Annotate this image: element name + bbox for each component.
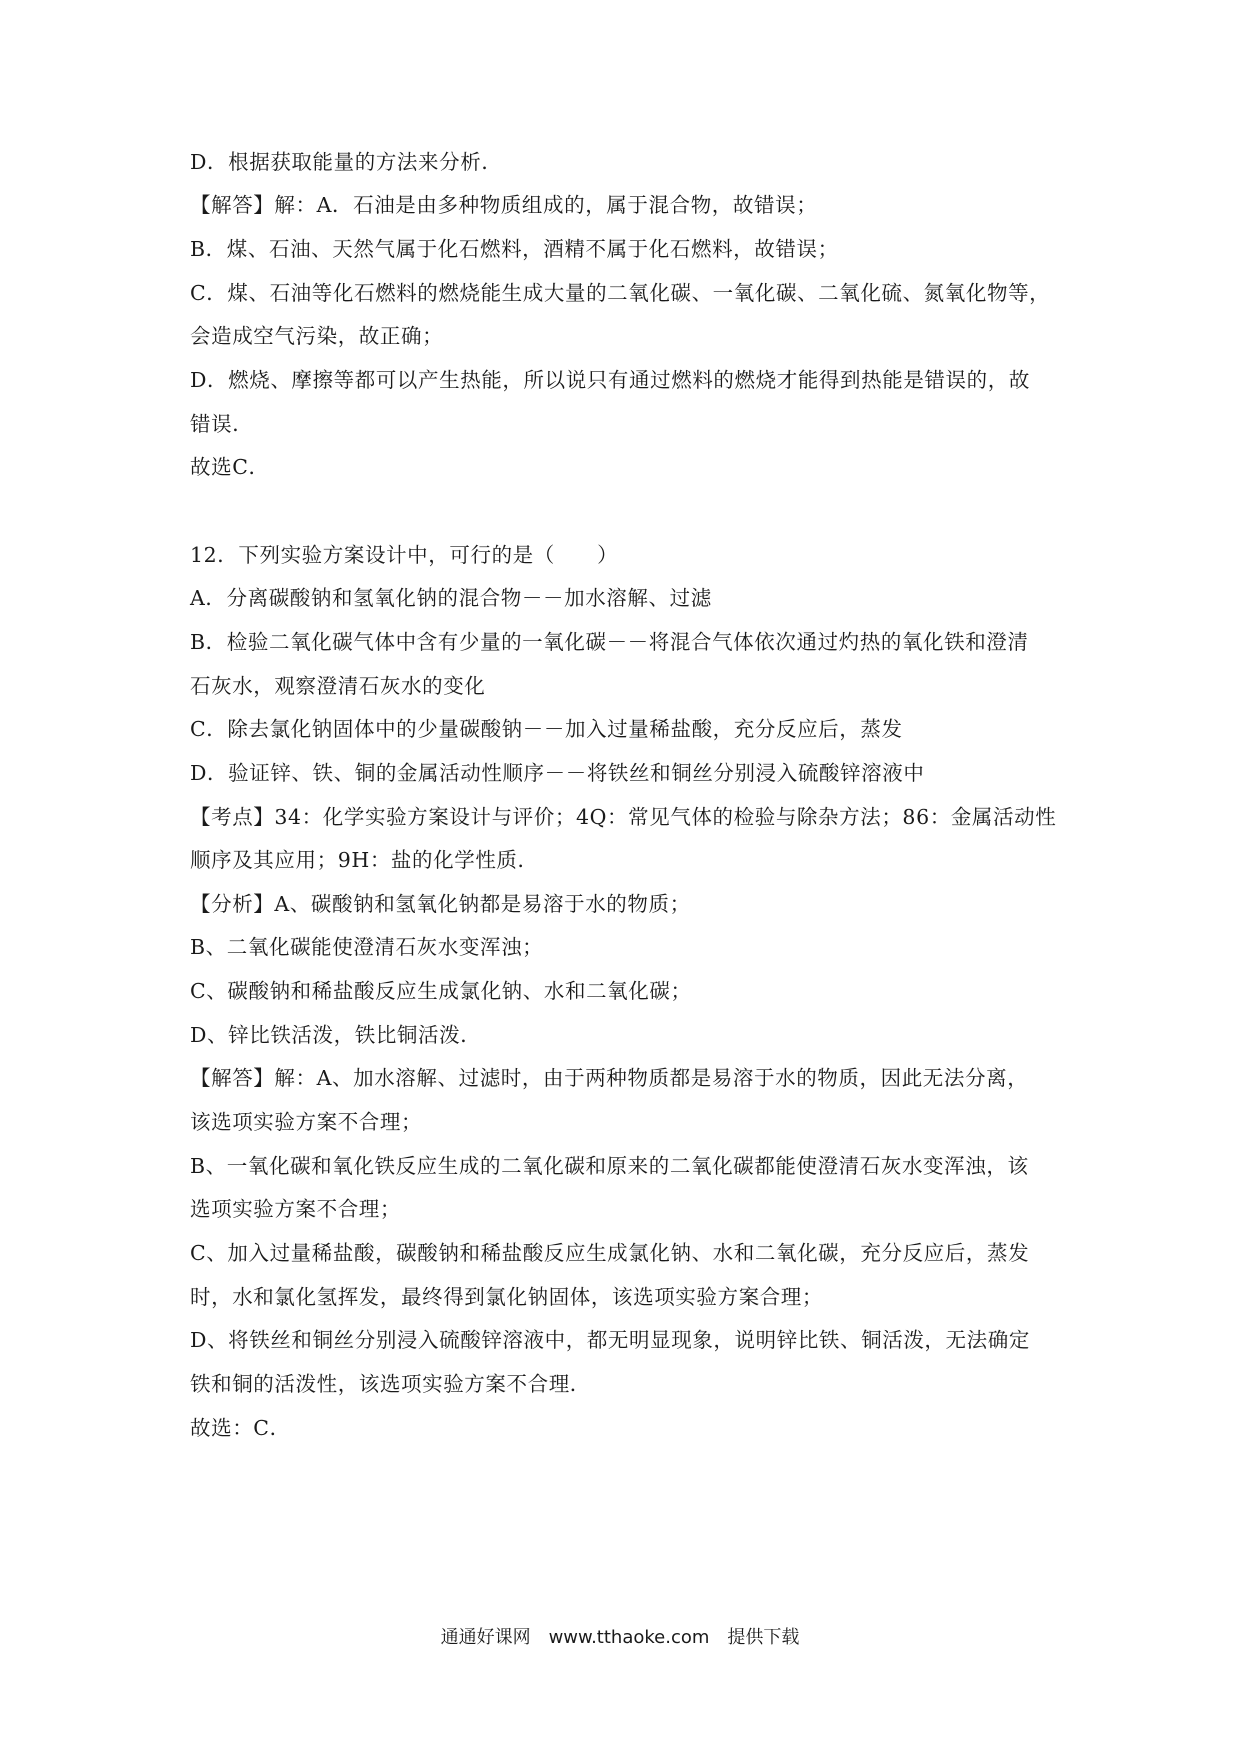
analysis-line: 【分析】A、碳酸钠和氢氧化钠都是易溶于水的物质； xyxy=(190,892,691,916)
answer-line: 该选项实验方案不合理； xyxy=(190,1110,423,1134)
option-c: C．除去氯化钠固体中的少量碳酸钠－－加入过量稀盐酸，充分反应后，蒸发 xyxy=(190,717,903,741)
option-a: A．分离碳酸钠和氢氧化钠的混合物－－加水溶解、过滤 xyxy=(190,586,712,610)
option-d: D．验证锌、铁、铜的金属活动性顺序－－将铁丝和铜丝分别浸入硫酸锌溶液中 xyxy=(190,761,925,785)
kaodian-line: 【考点】34：化学实验方案设计与评价；4Q：常见气体的检验与除杂方法；86：金属活动性 xyxy=(190,805,1057,829)
text-line: C．煤、石油等化石燃料的燃烧能生成大量的二氧化碳、一氧化碳、二氧化硫、氮氧化物等， xyxy=(190,281,1051,305)
question-title: 12．下列实验方案设计中，可行的是（ ） xyxy=(190,543,619,567)
analysis-line: B、二氧化碳能使澄清石灰水变浑浊； xyxy=(190,935,544,959)
answer-line: 铁和铜的活泼性，该选项实验方案不合理． xyxy=(190,1372,591,1396)
text-line: 错误． xyxy=(190,412,254,436)
kaodian-line-cont: 顺序及其应用；9H：盐的化学性质． xyxy=(190,848,539,872)
text-line: 故选C． xyxy=(190,455,270,479)
option-b: B．检验二氧化碳气体中含有少量的一氧化碳－－将混合气体依次通过灼热的氧化铁和澄清 xyxy=(190,630,1029,654)
analysis-line: C、碳酸钠和稀盐酸反应生成氯化钠、水和二氧化碳； xyxy=(190,979,692,1003)
analysis-line: D、锌比铁活泼，铁比铜活泼． xyxy=(190,1023,482,1047)
answer-line: C、加入过量稀盐酸，碳酸钠和稀盐酸反应生成氯化钠、水和二氧化碳，充分反应后，蒸发 xyxy=(190,1241,1030,1265)
final-answer: 故选：C． xyxy=(190,1416,291,1440)
text-line: D．根据获取能量的方法来分析． xyxy=(190,150,503,174)
answer-line: 【解答】解：A、加水溶解、过滤时，由于两种物质都是易溶于水的物质，因此无法分离， xyxy=(190,1066,1029,1090)
text-line: 【解答】解：A．石油是由多种物质组成的，属于混合物，故错误； xyxy=(190,193,818,217)
page-footer: 通通好课网 www.tthaoke.com 提供下载 xyxy=(440,1627,800,1648)
answer-line: 选项实验方案不合理； xyxy=(190,1197,401,1221)
text-line: D．燃烧、摩擦等都可以产生热能，所以说只有通过燃料的燃烧才能得到热能是错误的，故 xyxy=(190,368,1030,392)
answer-line: B、一氧化碳和氧化铁反应生成的二氧化碳和原来的二氧化碳都能使澄清石灰水变浑浊，该 xyxy=(190,1154,1029,1178)
answer-line: D、将铁丝和铜丝分别浸入硫酸锌溶液中，都无明显现象，说明锌比铁、铜活泼，无法确定 xyxy=(190,1328,1030,1352)
answer-line: 时，水和氯化氢挥发，最终得到氯化钠固体，该选项实验方案合理； xyxy=(190,1285,823,1309)
text-line: 会造成空气污染，故正确； xyxy=(190,324,444,348)
text-line: B．煤、石油、天然气属于化石燃料，酒精不属于化石燃料，故错误； xyxy=(190,237,839,261)
option-b-cont: 石灰水，观察澄清石灰水的变化 xyxy=(190,674,486,698)
